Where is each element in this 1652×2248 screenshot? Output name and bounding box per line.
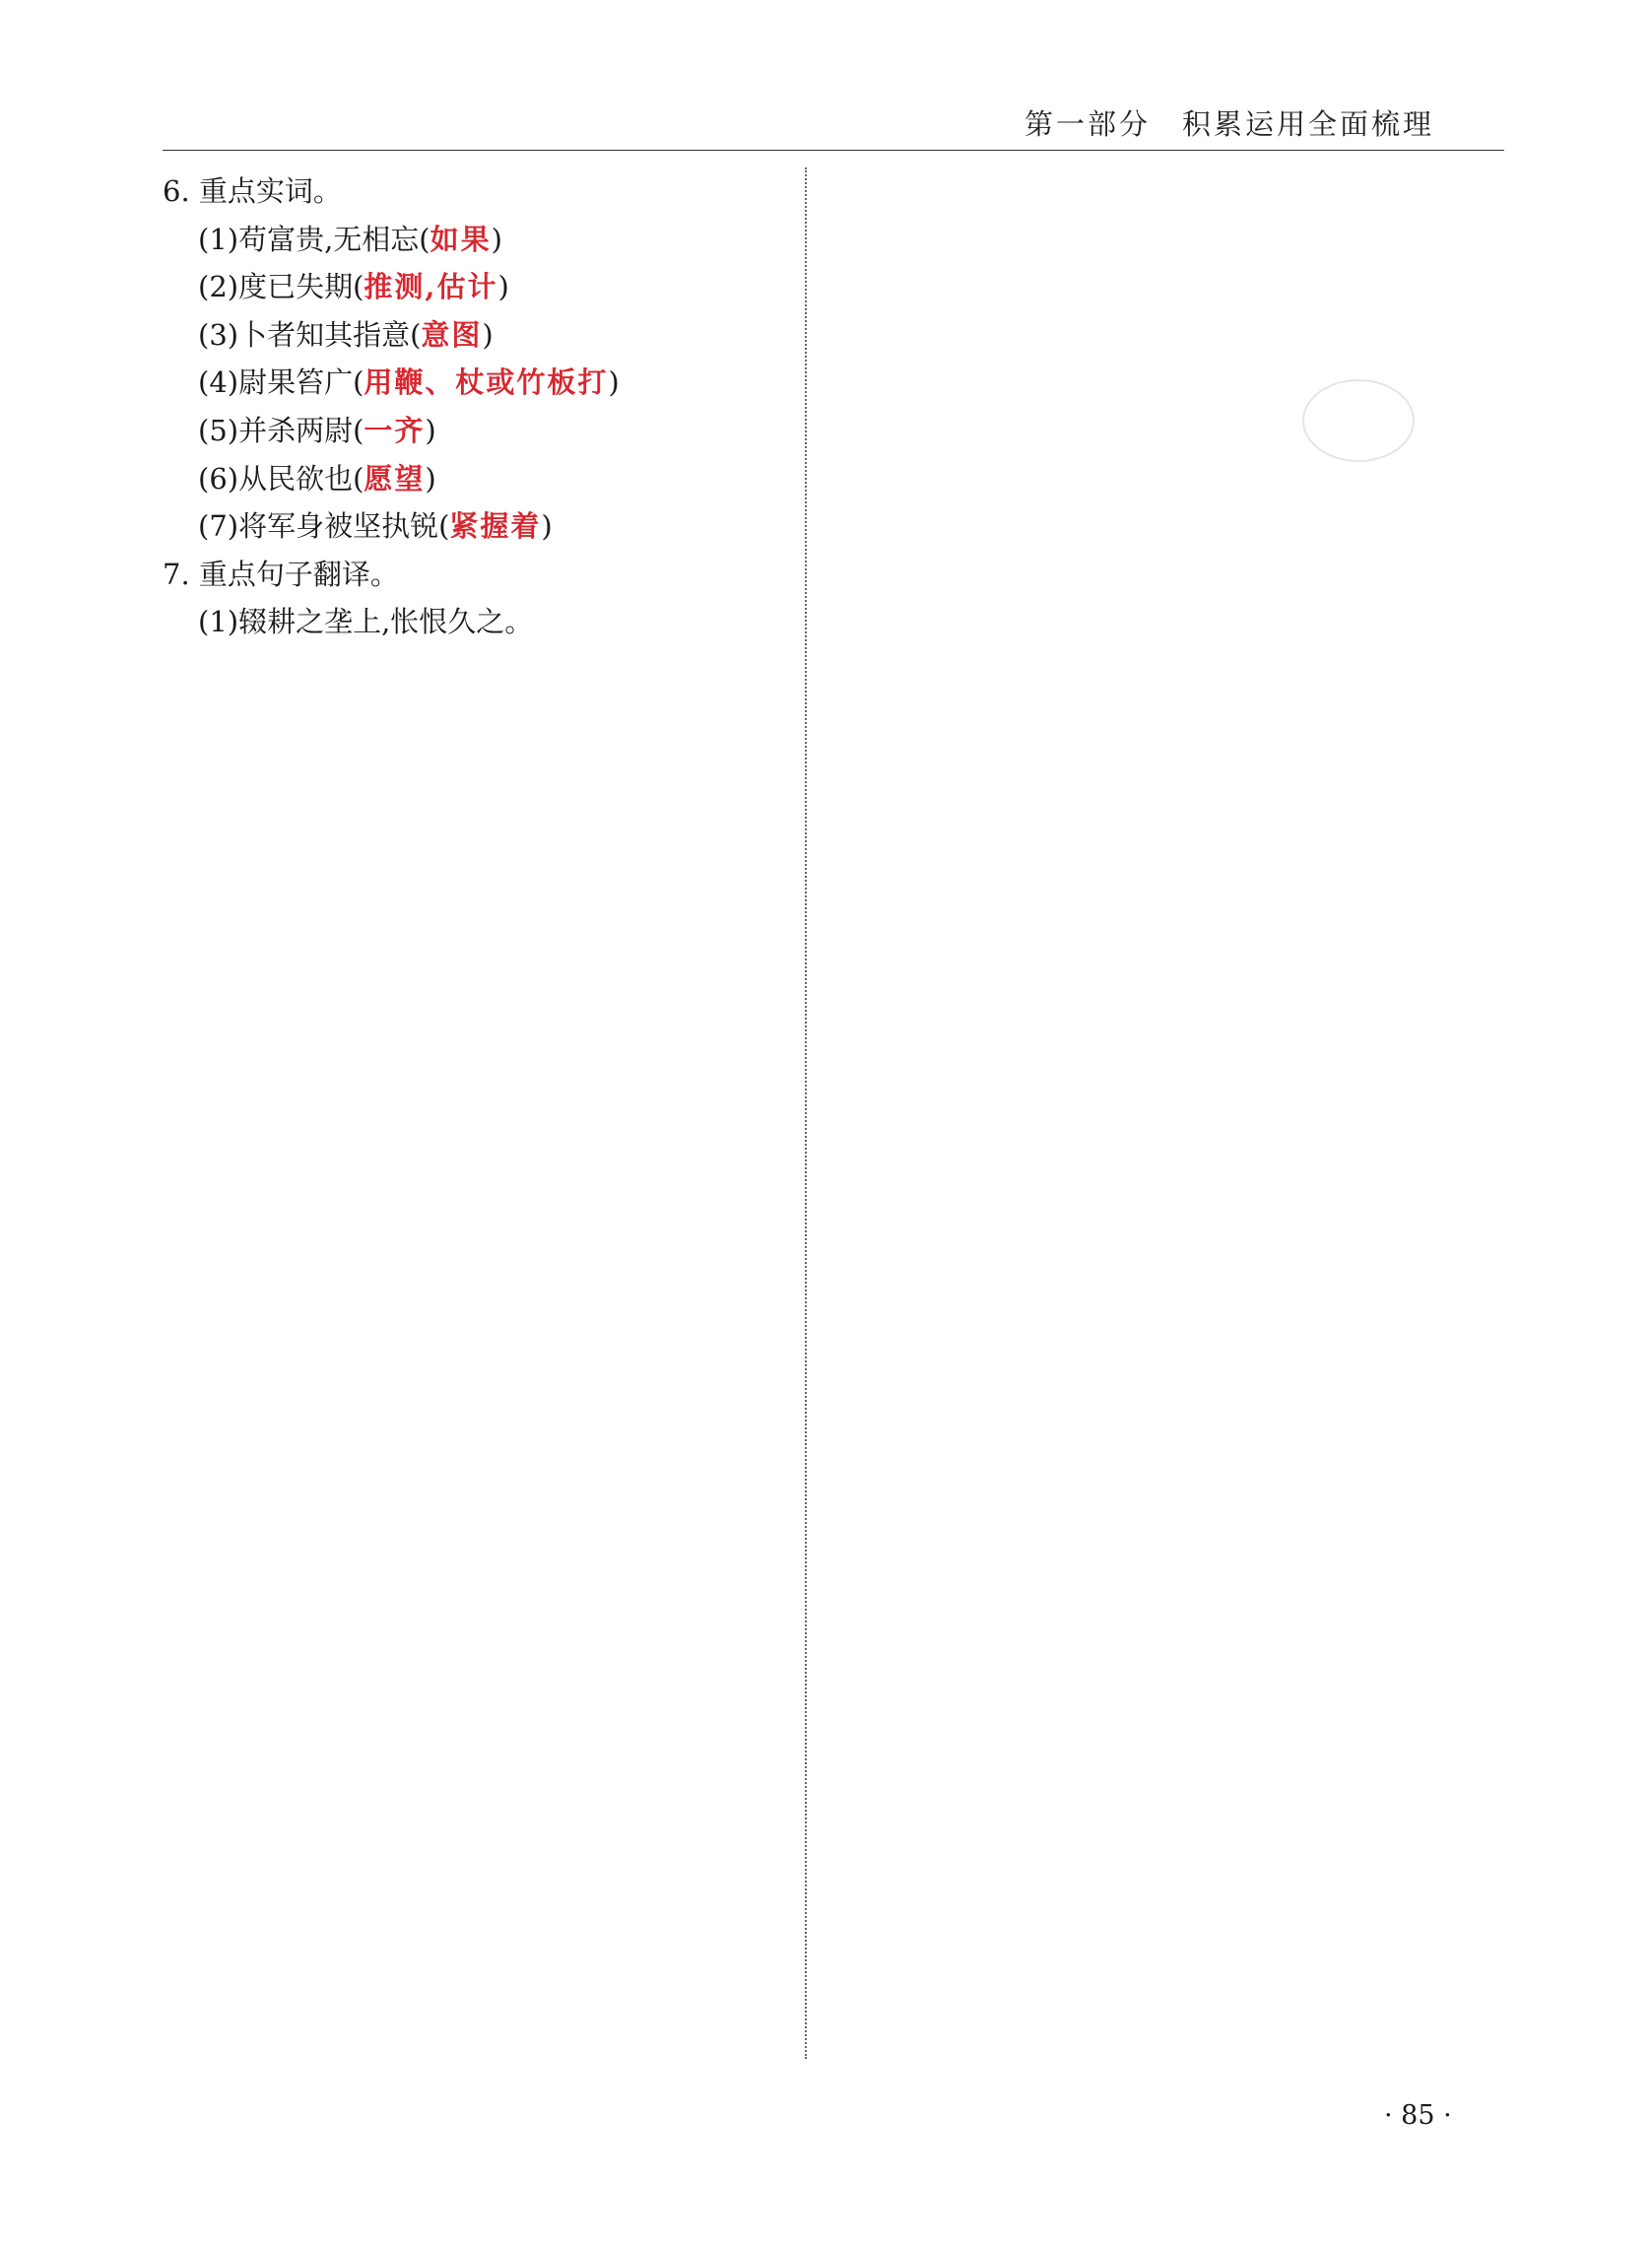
sub-item-tail: ) [608, 365, 620, 400]
sub-item-text: (4)尉果笞广( [198, 365, 364, 400]
sub-item-text: (1)苟富贵,无相忘( [198, 222, 430, 256]
sub-item-tail: ) [541, 509, 553, 544]
answer-text: 用鞭、杖或竹板打 [363, 365, 609, 400]
sub-item-tail: ) [497, 270, 509, 304]
sub-item [163, 598, 793, 646]
sub-item-text: (2)度已失期( [198, 270, 364, 304]
sub-item [163, 455, 793, 503]
sub-item [163, 311, 793, 360]
sub-item-text: (1)辍耕之垄上,怅恨久之。 [198, 605, 534, 639]
sub-item [163, 502, 793, 551]
watermark-stamp [1302, 379, 1415, 462]
sub-item-text: (5)并杀两尉( [198, 413, 364, 447]
heading-text: 6. 重点实词。 [163, 174, 342, 208]
answer-text: 如果 [430, 222, 492, 256]
sub-item-text: (7)将军身被坚执锐( [198, 509, 450, 544]
answer-text: 紧握着 [449, 509, 542, 544]
left-column [163, 167, 793, 646]
heading-text: 7. 重点句子翻译。 [163, 557, 399, 591]
sub-item-text: (6)从民欲也( [198, 461, 364, 496]
sub-item-tail: ) [482, 317, 494, 352]
header-rule [163, 150, 1504, 151]
sub-item [163, 407, 793, 455]
sub-item [163, 359, 793, 407]
answer-text: 推测,估计 [363, 270, 498, 304]
column-divider [805, 167, 807, 2059]
answer-text: 一齐 [363, 413, 426, 447]
sub-item [163, 263, 793, 311]
question-heading [163, 551, 793, 599]
sub-item [163, 216, 793, 264]
answer-text: 意图 [421, 317, 483, 352]
sub-item-text: (3)卜者知其指意( [198, 317, 422, 352]
page-number: · 85 · [1384, 2100, 1452, 2131]
question-heading [163, 167, 793, 216]
sub-item-tail: ) [491, 222, 502, 256]
sub-item-tail: ) [425, 413, 436, 447]
sub-item-tail: ) [425, 461, 436, 496]
running-header: 第一部分 积累运用全面梳理 [1024, 107, 1435, 141]
answer-text: 愿望 [363, 461, 426, 496]
